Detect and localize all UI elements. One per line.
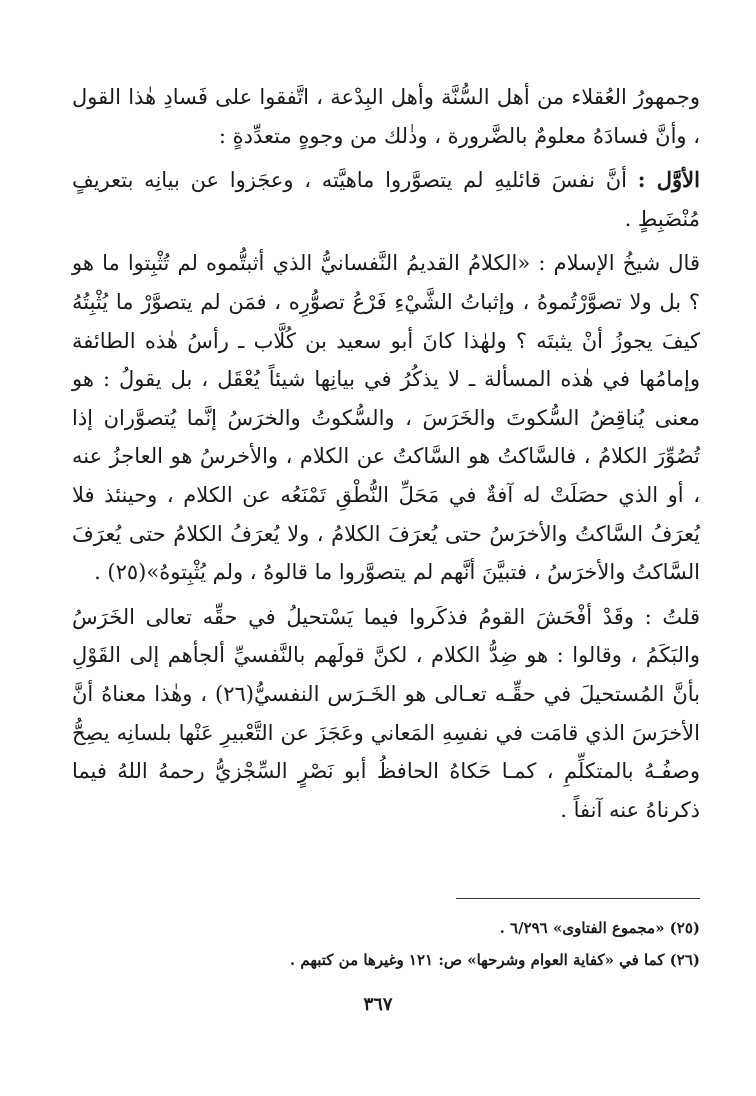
paragraph-4: قلتُ : وقَدْ أفْحَشَ القومُ فذكَروا فيما يَسْتحيلُ في حقِّه تعالى الخَرَسُ والبَكَمُ ، وقالوا : هو ضِدُّ الكلام ، لكنَّ قولَهم بالنَّفسيِّ ألجأهم إلى القَوْلِ بأنَّ المُستحيلَ في حقِّـه تعـالى هو الخَـرَس النفسيُّ(٢٦) ، وهٰذا معناهُ أنَّ الأخرَسَ الذي قامَت في نفسِهِ المَعاني وعَجَزَ عن التَّعْبيرِ عَنْها بلسانِه يصِحُّ وصفُـهُ بالمتكلِّمِ ، كمـا حَكاهُ الحافظُ أبو نَصْرٍ السِّجْزيُّ رحمهُ اللهُ فيما ذكرناهُ عنه آنفاً . xyxy=(72,604,701,822)
footnotes xyxy=(72,912,700,976)
paragraph-1: وجمهورُ العُقلاء من أهل السُّنَّة وأهل البِدْعة ، اتَّفقوا على فَسادِ هٰذا القول ، وأنَّ فسادَهُ معلومٌ بالضَّرورة ، وذٰلك من وجوهٍ متعدِّدةٍ : xyxy=(72,85,700,148)
footnote-25: (٢٥) «مجموع الفتاوى» ٦/٢٩٦ . xyxy=(499,919,700,937)
footnote-divider xyxy=(456,898,700,899)
main-text xyxy=(72,78,700,829)
footnote-26: (٢٦) كما في «كفاية العوام وشرحها» ص: ١٢١ وغيرها من كتبهم . xyxy=(289,951,700,969)
paragraph-3: قال شيخُ الإسلام : «الكلامُ القديمُ النَّفسانيُّ الذي أثبتُّموه لم تُثْبِتوا ما هو ؟ بل ولا تصوَّرْتُموهُ ، وإثباتُ الشَّيْءِ فَرْعُ تصوُّرِه ، فمَن لم يتصوَّرْ ما يُثْبِتُهُ كيفَ يجوزُ أنْ يثبتَه ؟ ولهٰذا كانَ أبو سعيد بن كُلَّاب ـ رأسُ هٰذه الطائفة وإمامُها في هٰذه المسألة ـ لا يذكُرُ في بيانِها شيئاً يُعْقَل ، بل يقولُ : هو معنى يُناقِضُ السُّكوتَ والخَرَسَ ، والسُّكوتُ والخرَسُ إنَّما يُتصوَّران إذا تُصُوِّرَ الكلامُ ، فالسَّاكتُ هو السَّاكتُ عن الكلام ، والأخرسُ هو العاجزُ عنه ، أو الذي حصَلَتْ له آفةٌ في مَحَلِّ النُّطْقِ تَمْنَعُه عن الكلام ، وحينئذ فلا يُعرَفُ السَّاكتُ والأخرَسُ حتى يُعرَفَ الكلامُ ، ولا يُعرَفُ الكلامُ حتى يُعرَفَ السَّاكتُ والأخرَسُ ، فتبيَّنَ أنَّهم لم يتصوَّروا ما قالوهُ ، ولم يُثْبِتوهُ»(٢٥) . xyxy=(72,251,700,585)
paragraph-2 xyxy=(72,161,700,238)
point-label-first: الأوَّل : xyxy=(637,167,700,193)
paragraph-2-text: أنَّ نفسَ قائليهِ لم يتصوَّروا ماهيَّته ، وعجَزوا عن بيانِه بتعريفٍ مُنْضَبِطٍ . xyxy=(72,168,700,231)
page-number: ٣٦٧ xyxy=(363,994,393,1015)
